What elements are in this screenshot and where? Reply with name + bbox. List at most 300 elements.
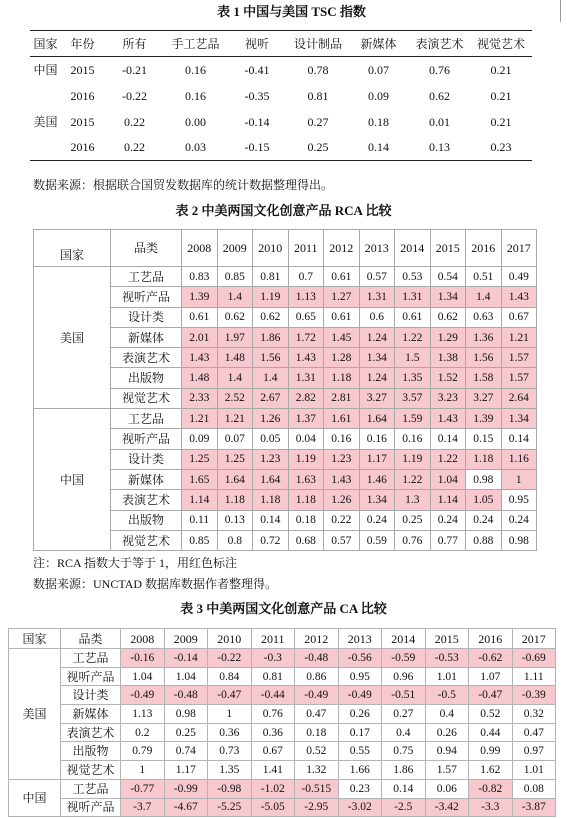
table2-value-cell: 3.27	[466, 388, 502, 408]
table3-value-cell: 0.97	[512, 742, 556, 761]
table3-category-cell: 设计类	[61, 686, 121, 705]
table2-value-cell: 1.24	[359, 368, 395, 388]
table2-category-cell: 表演艺术	[111, 490, 182, 510]
table2-value-cell: 1.22	[430, 449, 466, 469]
table1-value-cell: -0.41	[244, 62, 270, 77]
table3-value-cell: -3.87	[512, 798, 556, 817]
table3-value-cell: 1.41	[251, 761, 295, 780]
table3-value-cell: 1.11	[512, 667, 556, 686]
table2-value-cell: 1.18	[288, 490, 324, 510]
table2-value-cell: 1.4	[217, 287, 253, 307]
table3-category-cell: 工艺品	[61, 779, 121, 798]
table1-value-cell: 0.09	[368, 88, 389, 103]
table2-value-cell: 3.57	[395, 388, 431, 408]
table2-value-cell: 1.48	[217, 348, 253, 368]
table2-value-cell: 1.65	[182, 469, 218, 489]
table2-row	[34, 267, 537, 287]
table2-header-year: 2011	[288, 230, 324, 267]
table3-value-cell: 0.26	[338, 705, 382, 724]
table2-value-cell: 1.86	[253, 327, 289, 347]
table1-header-cell: 视听	[226, 31, 288, 57]
table2-value-cell: 1.23	[324, 449, 360, 469]
table1-row	[30, 83, 532, 109]
table3-value-cell: 0.52	[469, 705, 513, 724]
table3-value-cell: -3.42	[425, 798, 469, 817]
table2-value-cell: 1.21	[182, 409, 218, 429]
table3-row	[9, 798, 556, 817]
table3-value-cell: 0.94	[425, 742, 469, 761]
table2-category-cell: 视听产品	[111, 429, 182, 449]
table3-value-cell: -0.16	[121, 649, 165, 668]
table1-value-cell: 0.25	[288, 135, 348, 161]
table2-highlight-note: 注：RCA 指数大于等于 1，用红色标注	[33, 556, 238, 570]
table3-value-cell: -0.47	[208, 686, 252, 705]
table2-value-cell: 0.6	[359, 307, 395, 327]
table2-value-cell: 1.34	[359, 490, 395, 510]
table2-category-cell: 设计类	[111, 307, 182, 327]
table3-category-cell: 表演艺术	[61, 723, 121, 742]
table3-row	[9, 649, 556, 668]
table3-value-cell: 0.27	[382, 705, 426, 724]
table2-value-cell: 1.24	[359, 327, 395, 347]
table2-value-cell: 0.57	[324, 530, 360, 550]
table2-value-cell: 1.59	[395, 409, 431, 429]
table2-value-cell: 0.09	[182, 429, 218, 449]
table2-category-cell: 工艺品	[111, 267, 182, 287]
table2-value-cell: 0.16	[395, 429, 431, 449]
table3-category-cell: 新媒体	[61, 705, 121, 724]
table2-value-cell: 2.64	[501, 388, 537, 408]
table2-value-cell: 0.22	[324, 510, 360, 530]
table3-value-cell: -2.5	[382, 798, 426, 817]
table2-value-cell: 0.07	[217, 429, 253, 449]
table3-body	[9, 649, 556, 817]
table3-value-cell: 0.79	[121, 742, 165, 761]
table2-value-cell: 0.54	[430, 267, 466, 287]
table3-category-cell: 出版物	[61, 742, 121, 761]
table3-value-cell: 0.52	[295, 742, 339, 761]
table3-value-cell: -4.67	[164, 798, 208, 817]
table1-value-cell: 0.03	[165, 135, 226, 161]
table3-value-cell: -2.95	[295, 798, 339, 817]
table3-header-row	[9, 629, 556, 649]
table2-header-year: 2008	[182, 230, 218, 267]
ca-comparison-table	[8, 628, 556, 817]
table2-value-cell: 1.14	[182, 490, 218, 510]
table2-value-cell: 0.16	[324, 429, 360, 449]
table3-title: 表 3 中美两国文化创意产品 CA 比较	[180, 601, 387, 616]
table2-value-cell: 2.01	[182, 327, 218, 347]
table3-value-cell: -0.14	[164, 649, 208, 668]
table1-value-cell: -0.21	[122, 62, 147, 77]
table2-value-cell: 1.58	[466, 368, 502, 388]
table2-category-cell: 工艺品	[111, 409, 182, 429]
table3-value-cell: -3.3	[469, 798, 513, 817]
table3-value-cell: 0.26	[425, 723, 469, 742]
table3-value-cell: 0.55	[338, 742, 382, 761]
table3-value-cell: 0.86	[295, 667, 339, 686]
table2-value-cell: 0.63	[466, 307, 502, 327]
table3-category-cell: 工艺品	[61, 649, 121, 668]
table2-value-cell: 2.67	[253, 388, 289, 408]
table2-value-cell: 0.88	[466, 530, 502, 550]
table2-value-cell: 1.43	[501, 287, 537, 307]
rca-comparison-table	[33, 229, 537, 551]
table3-header-year: 2009	[164, 629, 208, 649]
table2-value-cell: 0.77	[430, 530, 466, 550]
table3-value-cell: 0.98	[164, 705, 208, 724]
table2-value-cell: 1.39	[466, 409, 502, 429]
table1-country-cell	[30, 83, 61, 109]
table1-value-cell: 0.22	[124, 114, 145, 129]
table2-value-cell: 1.18	[466, 449, 502, 469]
table1-header-row	[30, 31, 532, 57]
table3-value-cell: 0.17	[338, 723, 382, 742]
table3-header-category: 品类	[61, 629, 121, 649]
table2-value-cell: 1.19	[395, 449, 431, 469]
table2-value-cell: 1.27	[324, 287, 360, 307]
table3-value-cell: -5.05	[251, 798, 295, 817]
table2-value-cell: 1.97	[217, 327, 253, 347]
table3-value-cell: -0.53	[425, 649, 469, 668]
table3-value-cell: 1.32	[295, 761, 339, 780]
table3-value-cell: 0.99	[469, 742, 513, 761]
table2-value-cell: 0.14	[430, 429, 466, 449]
table2-value-cell: 1.18	[217, 490, 253, 510]
table2-value-cell: 1.45	[324, 327, 360, 347]
table3-value-cell: 1.17	[164, 761, 208, 780]
table2-value-cell: 1.25	[217, 449, 253, 469]
table2-value-cell: 2.82	[288, 388, 324, 408]
table3-category-cell: 视听产品	[61, 798, 121, 817]
table2-value-cell: 2.52	[217, 388, 253, 408]
table2-value-cell: 1.72	[288, 327, 324, 347]
table2-value-cell: 0.24	[359, 510, 395, 530]
table3-value-cell: 0.25	[164, 723, 208, 742]
table3-value-cell: 0.67	[251, 742, 295, 761]
table1-value-cell: 0.27	[307, 114, 329, 129]
table2-value-cell: 1.43	[182, 348, 218, 368]
table2-value-cell: 1.52	[430, 368, 466, 388]
table2-category-cell: 出版物	[111, 510, 182, 530]
table2-value-cell: 0.83	[182, 267, 218, 287]
table1-value-cell: -0.15	[226, 135, 288, 161]
table3-value-cell: -0.51	[382, 686, 426, 705]
table2-value-cell: 1.13	[288, 287, 324, 307]
table2-value-cell: 0.72	[253, 530, 289, 550]
table3-country-cell: 美国	[9, 649, 61, 780]
table2-category-cell: 新媒体	[111, 469, 182, 489]
table3-row	[9, 705, 556, 724]
table1-value-cell: 0.13	[409, 135, 470, 161]
table3-value-cell: -1.02	[251, 779, 295, 798]
table2-header-year: 2016	[466, 230, 502, 267]
table2-value-cell: 1.64	[359, 409, 395, 429]
table3-value-cell: 1.57	[425, 761, 469, 780]
table3-header-year: 2015	[425, 629, 469, 649]
table3-header-year: 2012	[295, 629, 339, 649]
table3-row	[9, 742, 556, 761]
table3-value-cell: -0.98	[208, 779, 252, 798]
table3-value-cell: 1.04	[121, 667, 165, 686]
table3-value-cell: -5.25	[208, 798, 252, 817]
table3-value-cell: 1.35	[208, 761, 252, 780]
table2-country-cell: 美国	[34, 267, 111, 409]
table2-value-cell: 1.56	[253, 348, 289, 368]
table2-value-cell: 0.85	[217, 267, 253, 287]
table3-value-cell: -0.49	[121, 686, 165, 705]
table3-value-cell: 1.62	[469, 761, 513, 780]
table1-value-cell: 0.18	[368, 114, 389, 129]
table1-country-cell	[30, 135, 61, 161]
table2-value-cell: 1.34	[501, 409, 537, 429]
table3-value-cell: 0.81	[251, 667, 295, 686]
table3-value-cell: -0.22	[208, 649, 252, 668]
table2-value-cell: 0.95	[501, 490, 537, 510]
table2-value-cell: 1.17	[359, 449, 395, 469]
table3-value-cell: 0.47	[512, 723, 556, 742]
table1-header-cell: 视觉艺术	[470, 31, 532, 57]
table2-header-year: 2014	[395, 230, 431, 267]
table2-value-cell: 1.35	[395, 368, 431, 388]
table2-category-cell: 出版物	[111, 368, 182, 388]
table2-header-year: 2013	[359, 230, 395, 267]
table1-year-cell: 2015	[70, 114, 95, 129]
table3-header-year: 2011	[251, 629, 295, 649]
table3-value-cell: 0.32	[512, 705, 556, 724]
table3-value-cell: -0.56	[338, 649, 382, 668]
table2-header-year: 2017	[501, 230, 537, 267]
table1-header-cell: 所有	[104, 31, 165, 57]
table2-value-cell: 0.59	[359, 530, 395, 550]
table1-value-cell: 0.21	[490, 88, 512, 103]
table3-value-cell: 1.13	[121, 705, 165, 724]
table3-value-cell: -0.99	[164, 779, 208, 798]
table2-value-cell: 1.34	[430, 287, 466, 307]
table2-value-cell: 1.23	[253, 449, 289, 469]
tsc-index-table	[30, 30, 532, 161]
table1-value-cell: 0.78	[307, 62, 329, 77]
table3-value-cell: 0.96	[382, 667, 426, 686]
table3-value-cell: 0.44	[469, 723, 513, 742]
table3-country-cell: 中国	[9, 779, 61, 816]
table2-value-cell: 0.61	[182, 307, 218, 327]
table2-category-cell: 视觉艺术	[111, 388, 182, 408]
table1-value-cell: 0.23	[470, 135, 532, 161]
table3-value-cell: 0.14	[382, 779, 426, 798]
table2-value-cell: 2.33	[182, 388, 218, 408]
table2-value-cell: 1.64	[217, 469, 253, 489]
table1-year-cell: 2015	[70, 62, 95, 77]
table3-value-cell: 0.23	[338, 779, 382, 798]
table1-year-cell: 2016	[70, 88, 95, 103]
table2-value-cell: 1.31	[288, 368, 324, 388]
table2-value-cell: 3.27	[359, 388, 395, 408]
table2-value-cell: 2.81	[324, 388, 360, 408]
table1-value-cell: 0.21	[490, 62, 512, 77]
table2-header-country: 国家	[34, 230, 111, 267]
table3-value-cell: 0.74	[164, 742, 208, 761]
table2-value-cell: 1	[501, 469, 537, 489]
table2-value-cell: 0.24	[501, 510, 537, 530]
table2-value-cell: 1.19	[253, 287, 289, 307]
table1-value-cell: 0.16	[185, 62, 206, 77]
table3-header-year: 2008	[121, 629, 165, 649]
table3-header-year: 2013	[338, 629, 382, 649]
table2-value-cell: 1.63	[288, 469, 324, 489]
table3-value-cell: 0.08	[512, 779, 556, 798]
table2-header-row	[34, 230, 537, 267]
table3-value-cell: 1	[208, 705, 252, 724]
table2-source-note: 数据来源：UNCTAD 数据库数据作者整理得。	[33, 577, 278, 591]
table2-value-cell: 0.05	[253, 429, 289, 449]
table2-value-cell: 0.24	[466, 510, 502, 530]
table3-row	[9, 686, 556, 705]
table1-value-cell: 0.16	[185, 88, 206, 103]
table2-value-cell: 0.14	[501, 429, 537, 449]
table2-value-cell: 0.8	[217, 530, 253, 550]
table1-header-cell: 设计制品	[288, 31, 348, 57]
table3-row	[9, 761, 556, 780]
table3-value-cell: -0.62	[469, 649, 513, 668]
table2-header-year: 2015	[430, 230, 466, 267]
table2-row	[34, 409, 537, 429]
table3-value-cell: -0.44	[251, 686, 295, 705]
table2-value-cell: 0.04	[288, 429, 324, 449]
table1-row	[30, 109, 532, 135]
table2-value-cell: 1.4	[466, 287, 502, 307]
table2-value-cell: 0.18	[288, 510, 324, 530]
table3-value-cell: -0.515	[295, 779, 339, 798]
table2-header-category: 品类	[111, 230, 182, 267]
table2-value-cell: 0.57	[359, 267, 395, 287]
table3-value-cell: 0.2	[121, 723, 165, 742]
table3-row	[9, 667, 556, 686]
table1-value-cell: -0.35	[244, 88, 270, 103]
table3-value-cell: 1.86	[382, 761, 426, 780]
table2-value-cell: 3.23	[430, 388, 466, 408]
table1-row	[30, 135, 532, 161]
table3-value-cell: 0.76	[251, 705, 295, 724]
table3-value-cell: 1.07	[469, 667, 513, 686]
table2-value-cell: 1.19	[288, 449, 324, 469]
table2-body	[34, 267, 537, 551]
table3-category-cell: 视听产品	[61, 667, 121, 686]
table3-header-year: 2014	[382, 629, 426, 649]
table3-value-cell: -0.49	[295, 686, 339, 705]
table2-value-cell: 0.62	[430, 307, 466, 327]
table1-value-cell: 0.21	[490, 114, 512, 129]
table1-value-cell: -0.22	[122, 88, 147, 103]
table2-value-cell: 0.61	[395, 307, 431, 327]
table3-value-cell: -3.7	[121, 798, 165, 817]
table3-value-cell: -0.82	[469, 779, 513, 798]
table2-value-cell: 1.39	[182, 287, 218, 307]
table2-value-cell: 0.61	[324, 307, 360, 327]
table3-value-cell: 0.18	[295, 723, 339, 742]
table2-value-cell: 1.43	[430, 409, 466, 429]
table1-country-cell: 美国	[33, 114, 58, 129]
table2-value-cell: 0.16	[359, 429, 395, 449]
table3-value-cell: 0.4	[382, 723, 426, 742]
table1-value-cell: 0.14	[348, 135, 409, 161]
table2-value-cell: 0.67	[501, 307, 537, 327]
table1-body	[30, 57, 532, 161]
table1-value-cell: 0.22	[104, 135, 165, 161]
table2-value-cell: 0.13	[217, 510, 253, 530]
table2-value-cell: 1.22	[395, 327, 431, 347]
table2-value-cell: 0.62	[253, 307, 289, 327]
table2-value-cell: 0.98	[501, 530, 537, 550]
table1-value-cell: -0.14	[244, 114, 270, 129]
table3-value-cell: 1.04	[164, 667, 208, 686]
table2-value-cell: 1.05	[466, 490, 502, 510]
table2-value-cell: 0.11	[182, 510, 218, 530]
table2-value-cell: 1.22	[395, 469, 431, 489]
table3-value-cell: -0.39	[512, 686, 556, 705]
table1-header-cell: 新媒体	[348, 31, 409, 57]
table1-value-cell: 0.62	[429, 88, 450, 103]
table2-value-cell: 1.31	[359, 287, 395, 307]
table2-value-cell: 1.18	[253, 490, 289, 510]
table2-value-cell: 0.61	[324, 267, 360, 287]
table2-country-cell: 中国	[34, 409, 111, 551]
table1-source-note: 数据来源：根据联合国贸发数据库的统计数据整理得出。	[33, 178, 334, 192]
table3-value-cell: 0.36	[251, 723, 295, 742]
table3-value-cell: 1.01	[512, 761, 556, 780]
table3-value-cell: 1.66	[338, 761, 382, 780]
table2-value-cell: 0.49	[501, 267, 537, 287]
table2-value-cell: 1.16	[501, 449, 537, 469]
table1-value-cell: 0.07	[368, 62, 389, 77]
table1-header-cell: 年份	[61, 31, 104, 57]
table3-value-cell: 1.01	[425, 667, 469, 686]
table2-value-cell: 1.43	[324, 469, 360, 489]
table2-value-cell: 1.4	[253, 368, 289, 388]
table2-value-cell: 1.29	[430, 327, 466, 347]
table2-value-cell: 1.4	[217, 368, 253, 388]
table2-title: 表 2 中美两国文化创意产品 RCA 比较	[175, 203, 392, 218]
table2-header-year: 2009	[217, 230, 253, 267]
table2-value-cell: 0.65	[288, 307, 324, 327]
table2-value-cell: 1.5	[395, 348, 431, 368]
table2-value-cell: 1.34	[359, 348, 395, 368]
table2-value-cell: 1.64	[253, 469, 289, 489]
table1-year-cell: 2016	[61, 135, 104, 161]
table2-value-cell: 0.98	[466, 469, 502, 489]
table2-value-cell: 0.68	[288, 530, 324, 550]
table3-value-cell: -0.77	[121, 779, 165, 798]
table3-value-cell: -0.3	[251, 649, 295, 668]
table2-value-cell: 1.04	[430, 469, 466, 489]
table3-value-cell: 0.95	[338, 667, 382, 686]
table3-value-cell: 0.75	[382, 742, 426, 761]
table2-category-cell: 视听产品	[111, 287, 182, 307]
table3-header-year: 2016	[469, 629, 513, 649]
table1-header-cell: 表演艺术	[409, 31, 470, 57]
table3-header-country: 国家	[9, 629, 61, 649]
table3-row	[9, 723, 556, 742]
table2-value-cell: 0.81	[253, 267, 289, 287]
table3-value-cell: 0.36	[208, 723, 252, 742]
table2-value-cell: 1.21	[217, 409, 253, 429]
table3-category-cell: 视觉艺术	[61, 761, 121, 780]
table1-title: 表 1 中国与美国 TSC 指数	[217, 4, 366, 19]
table2-category-cell: 表演艺术	[111, 348, 182, 368]
table1-value-cell: 0.76	[429, 62, 450, 77]
table3-value-cell: 0.73	[208, 742, 252, 761]
table2-value-cell: 0.76	[395, 530, 431, 550]
